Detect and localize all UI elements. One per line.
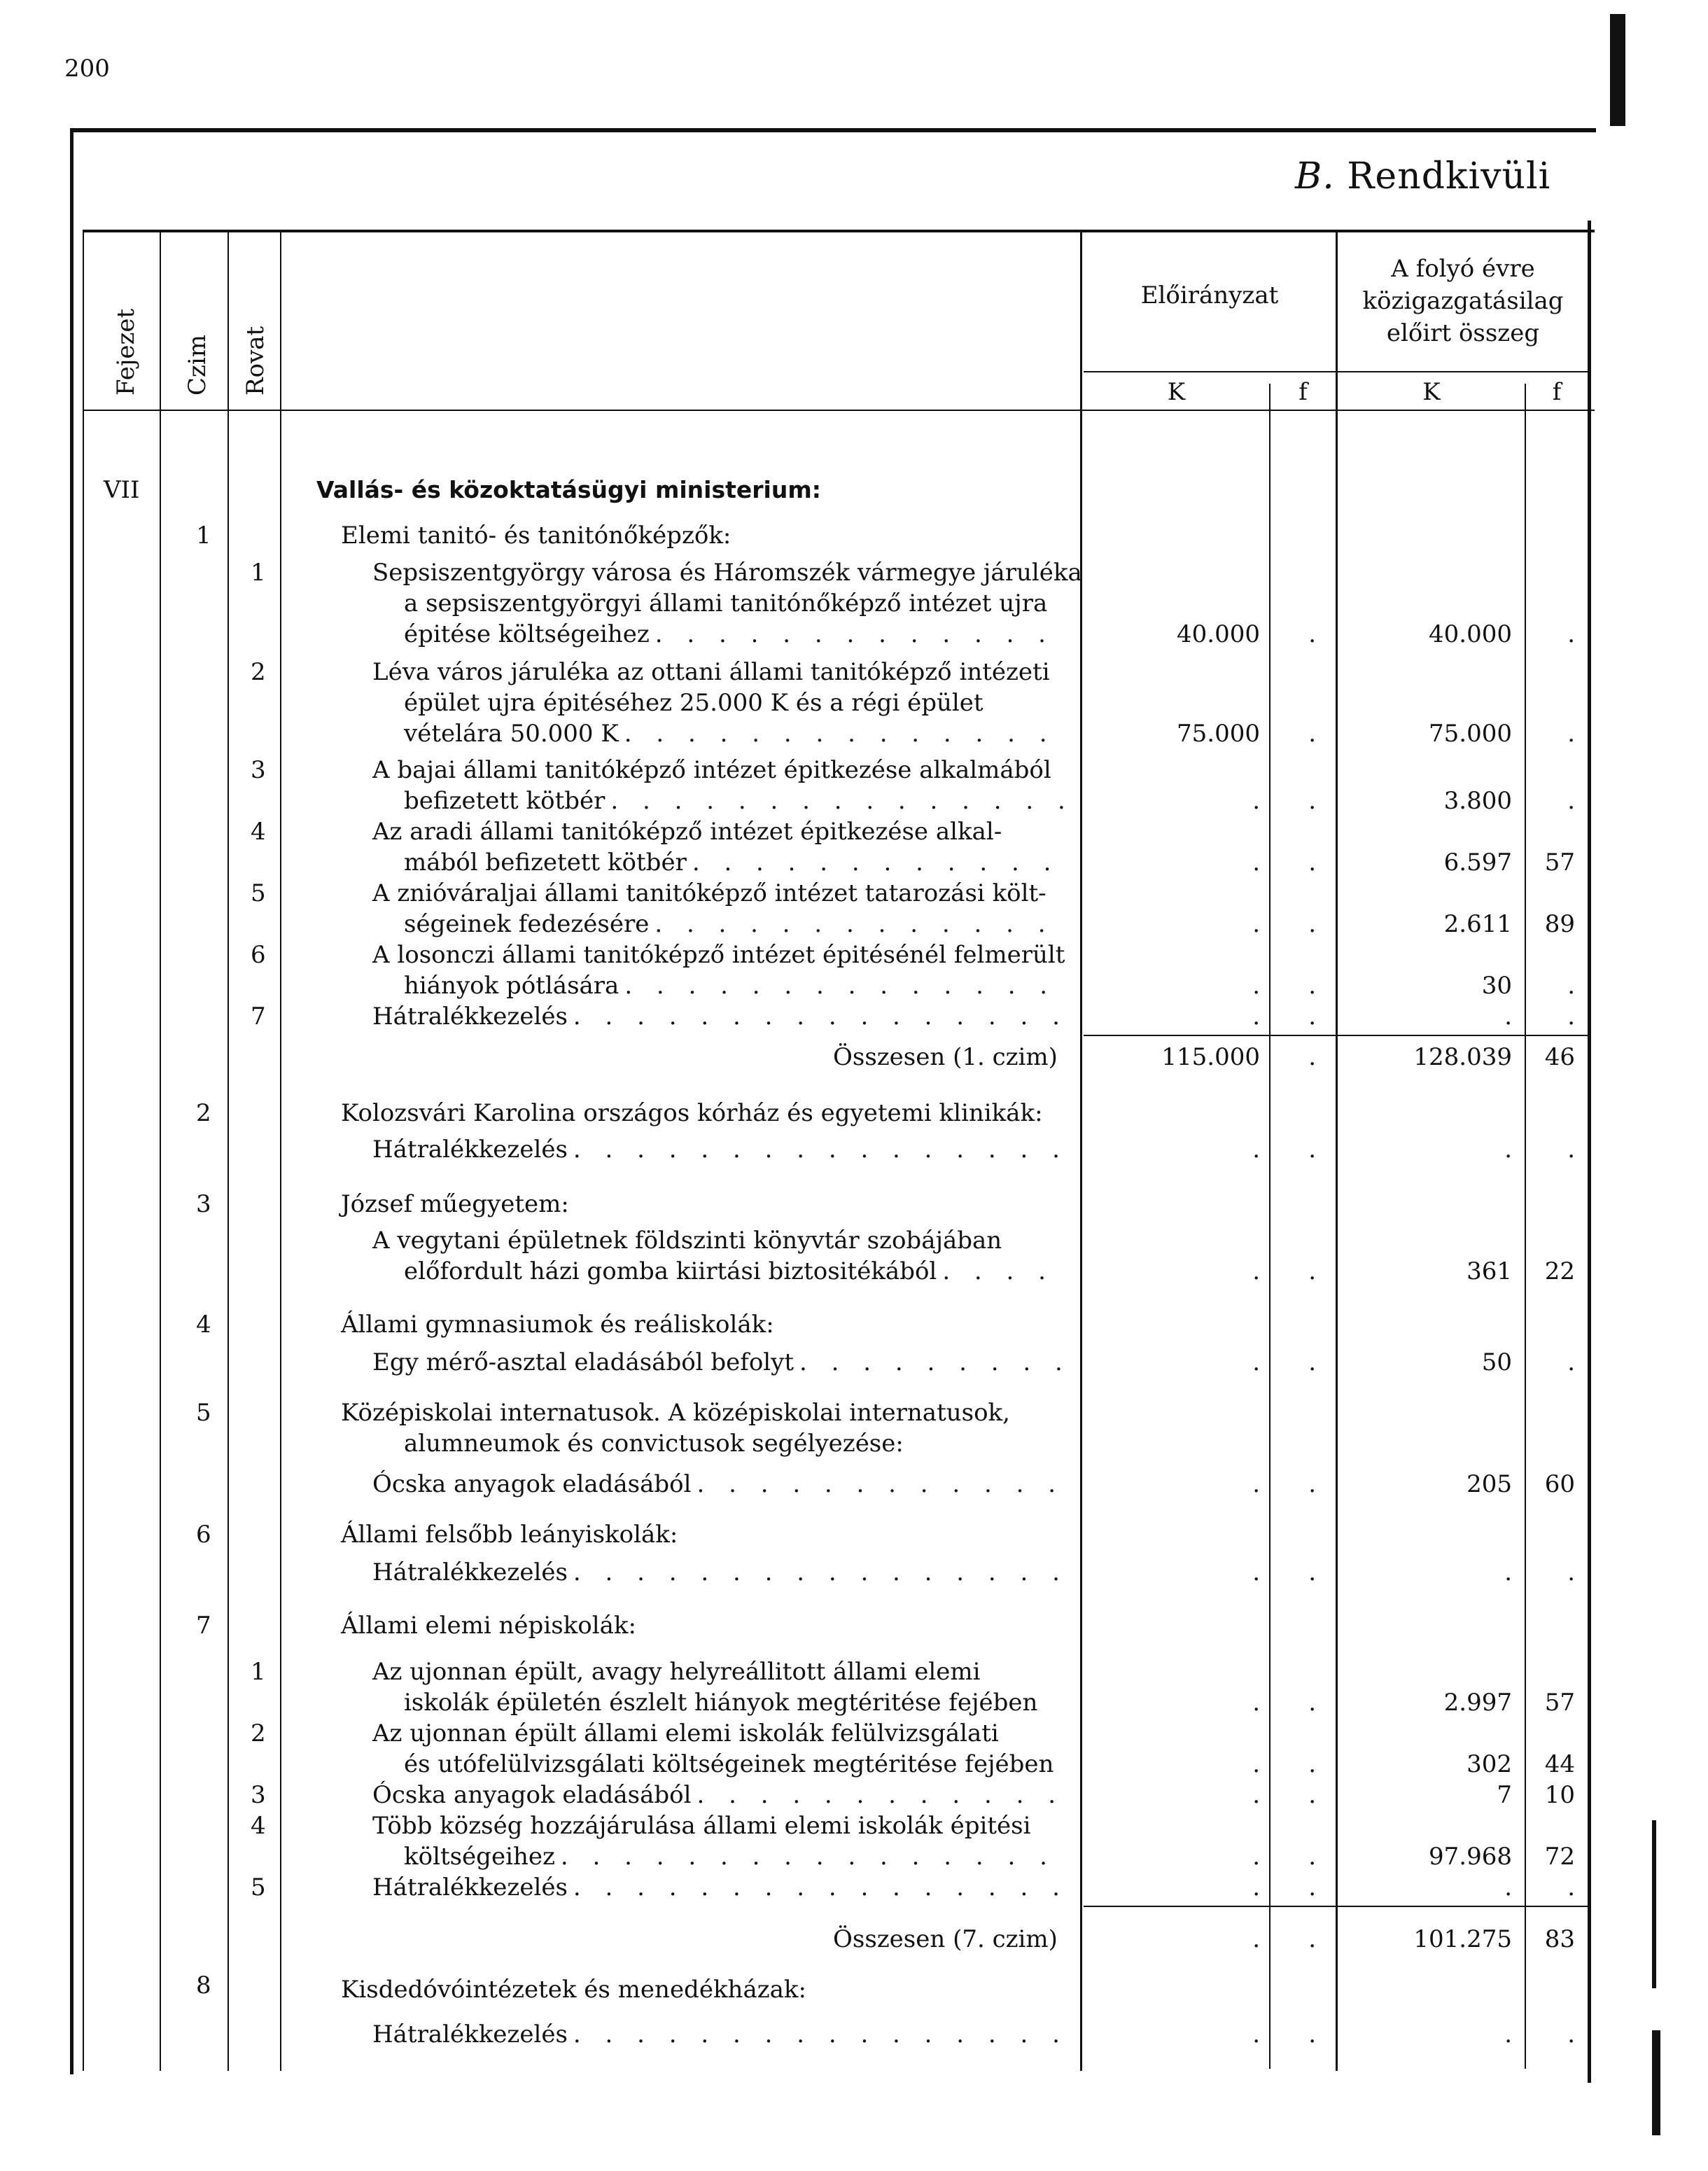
amount-k1: . (1252, 787, 1260, 815)
amount-k2: . (1504, 1136, 1512, 1164)
amount-k1: . (1252, 1750, 1260, 1778)
amount-f1: . (1308, 1843, 1316, 1871)
czim-title: József műegyetem: (341, 1190, 569, 1218)
total-k1: . (1252, 1925, 1260, 1953)
header-k2: K (1422, 378, 1441, 406)
col-sep-k2-f2 (1525, 410, 1526, 2069)
czim-number: 4 (196, 1311, 211, 1339)
header-folyo-line2: közigazgatásilag (1362, 286, 1564, 315)
amount-k2: 30 (1481, 972, 1512, 1000)
amount-f2: . (1567, 1003, 1575, 1031)
header-folyo-line1: A folyó évre (1391, 255, 1535, 283)
col-sep-text (280, 230, 281, 2071)
rovat-number: 3 (251, 756, 266, 784)
item-line-dotted: Hátralékkezelés . . . (372, 1558, 1065, 1586)
item-line-dotted: épitése költségeihez . . . (404, 620, 1065, 648)
amount-k2: 50 (1481, 1348, 1512, 1376)
amount-f1: . (1308, 1470, 1316, 1498)
rovat-number: 2 (251, 1719, 266, 1747)
amount-f2: 60 (1544, 1470, 1575, 1498)
czim-number: 6 (196, 1521, 211, 1549)
amount-k1: 40.000 (1177, 620, 1260, 648)
total-f1: . (1308, 1043, 1316, 1071)
rovat-number: 1 (251, 1658, 266, 1686)
amount-f2: 89 (1544, 910, 1575, 938)
czim-title: Középiskolai internatusok. A középiskolai internatusok, (341, 1399, 1010, 1427)
right-border (1588, 221, 1591, 2083)
amount-f1: . (1308, 1003, 1316, 1031)
rovat-number: 1 (251, 559, 266, 587)
total-f2: 83 (1544, 1925, 1575, 1953)
amount-k1: . (1252, 1843, 1260, 1871)
czim-title: Állami gymnasiumok és reáliskolák: (341, 1311, 774, 1339)
czim-title: Állami elemi népiskolák: (341, 1612, 636, 1640)
margin-mark (1652, 1820, 1656, 1988)
czim-title: Állami felsőbb leányiskolák: (341, 1521, 678, 1549)
amount-f2: 72 (1544, 1843, 1575, 1871)
section-title (1295, 155, 1550, 197)
col-sep-rovat (227, 230, 229, 2071)
top-rule (70, 128, 1596, 132)
amount-f2: . (1567, 2020, 1575, 2048)
czim-title: Kisdedóvóintézetek és menedékházak: (341, 1976, 806, 2004)
amount-k1: . (1252, 910, 1260, 938)
col-sep-fejezet-left (83, 230, 84, 2071)
margin-mark (1652, 2030, 1660, 2135)
item-line: A losonczi állami tanitóképző intézet épitésénél felmerült (372, 941, 1065, 969)
total-label: Összesen (1. czim) (833, 1043, 1058, 1071)
amount-k2: 302 (1466, 1750, 1512, 1778)
header-fejezet: Fejezet (112, 308, 140, 396)
item-line-dotted: Hátralékkezelés . . . (372, 2020, 1065, 2048)
ministry-title: Vallás- és közoktatásügyi ministerium: (316, 476, 821, 503)
amount-f1: . (1308, 1136, 1316, 1164)
amount-f1: . (1308, 849, 1316, 877)
total-rule (1084, 1906, 1588, 1907)
amount-f1: . (1308, 1257, 1316, 1285)
amount-k2: 6.597 (1443, 849, 1512, 877)
amount-f2: . (1567, 787, 1575, 815)
czim-title: Elemi tanitó- és tanitónőképzők: (341, 522, 732, 550)
item-line: A znióváraljai állami tanitóképző intézet tatarozási költ- (372, 879, 1046, 907)
amount-k2: . (1504, 1558, 1512, 1586)
czim-number: 7 (196, 1612, 211, 1640)
chapter-number: VII (104, 476, 140, 504)
header-eloiranyzat: Előirányzat (1140, 281, 1279, 309)
item-line-dotted: Hátralékkezelés . . . (372, 1136, 1065, 1164)
rovat-number: 6 (251, 941, 266, 969)
col-sep-k1-f1 (1269, 410, 1270, 2069)
czim-number: 2 (196, 1099, 211, 1127)
item-line-dotted: Ócska anyagok eladásából . . . (372, 1781, 1065, 1809)
amount-k1: . (1252, 1558, 1260, 1586)
section-letter: B. (1295, 155, 1335, 197)
header-folyo (1338, 253, 1588, 350)
total-k2: 128.039 (1413, 1043, 1512, 1071)
item-line: és utófelülvizsgálati költségeinek megtéritése fejében (404, 1750, 1054, 1778)
amount-k1: . (1252, 849, 1260, 877)
header-rovat: Rovat (241, 326, 270, 396)
amount-k2: 75.000 (1429, 720, 1512, 748)
amount-f1: . (1308, 1558, 1316, 1586)
total-k2: 101.275 (1413, 1925, 1512, 1953)
amount-f1: . (1308, 1750, 1316, 1778)
kf-header-rule (1084, 371, 1588, 372)
amount-f2: 57 (1544, 849, 1575, 877)
amount-k2: 2.611 (1443, 910, 1512, 938)
item-line: Az ujonnan épült, avagy helyreállitott állami elemi (372, 1658, 981, 1686)
amount-f2: . (1567, 1348, 1575, 1376)
amount-f1: . (1308, 2020, 1316, 2048)
total-label: Összesen (7. czim) (833, 1925, 1058, 1953)
rovat-number: 4 (251, 818, 266, 846)
czim-title: alumneumok és convictusok segélyezése: (404, 1430, 904, 1458)
amount-k2: 40.000 (1429, 620, 1512, 648)
rovat-number: 5 (251, 1873, 266, 1901)
item-line-dotted: mából befizetett kötbér . . . (404, 849, 1065, 877)
item-line-dotted: előfordult házi gomba kiirtási biztositékából . . . (404, 1257, 1065, 1285)
amount-k1: . (1252, 1470, 1260, 1498)
amount-f1: . (1308, 972, 1316, 1000)
amount-k1: . (1252, 1873, 1260, 1901)
amount-f2: . (1567, 720, 1575, 748)
amount-k2: . (1504, 1003, 1512, 1031)
amount-k2: . (1504, 2020, 1512, 2048)
amount-f2: 10 (1544, 1781, 1575, 1809)
header-f2: f (1552, 378, 1562, 406)
total-k1: 115.000 (1161, 1043, 1260, 1071)
item-line: iskolák épületén észlelt hiányok megtéritése fejében (404, 1689, 1038, 1717)
amount-f1: . (1308, 1781, 1316, 1809)
rovat-number: 4 (251, 1812, 266, 1840)
amount-k1: 75.000 (1177, 720, 1260, 748)
amount-f1: . (1308, 720, 1316, 748)
item-line: Az ujonnan épült állami elemi iskolák felülvizsgálati (372, 1719, 999, 1747)
amount-k1: . (1252, 972, 1260, 1000)
item-line-dotted: vételára 50.000 K . . . (404, 720, 1065, 748)
amount-f2: . (1567, 1558, 1575, 1586)
czim-number: 5 (196, 1399, 211, 1427)
header-folyo-line3: előirt összeg (1386, 319, 1540, 347)
margin-mark (1610, 14, 1625, 126)
item-line-dotted: költségeihez . . . (404, 1843, 1065, 1871)
item-line: Az aradi állami tanitóképző intézet épitkezése alkal- (372, 818, 1002, 846)
col-sep-middle (1336, 230, 1338, 2071)
amount-f1: . (1308, 1348, 1316, 1376)
item-line-dotted: Hátralékkezelés . . . (372, 1003, 1065, 1031)
amount-k1: . (1252, 2020, 1260, 2048)
amount-k1: . (1252, 1136, 1260, 1164)
amount-k1: . (1252, 1689, 1260, 1717)
amount-f1: . (1308, 787, 1316, 815)
header-f1: f (1298, 378, 1308, 406)
amount-f1: . (1308, 1689, 1316, 1717)
col-sep-czim (160, 230, 161, 2071)
amount-k2: 7 (1497, 1781, 1512, 1809)
item-line: A bajai állami tanitóképző intézet épitkezése alkalmából (372, 756, 1051, 784)
amount-k2: 361 (1466, 1257, 1512, 1285)
item-line: Sepsiszentgyörgy városa és Háromszék vármegye járuléka (372, 559, 1082, 587)
czim-number: 1 (196, 522, 211, 550)
rovat-number: 2 (251, 658, 266, 686)
item-line: A vegytani épületnek földszinti könyvtár szobájában (372, 1227, 1002, 1255)
czim-title: Kolozsvári Karolina országos kórház és egyetemi klinikák: (341, 1099, 1043, 1127)
amount-f2: 44 (1544, 1750, 1575, 1778)
header-k1: K (1167, 378, 1186, 406)
item-line-dotted: Egy mérő-asztal eladásából befolyt . . . (372, 1348, 1065, 1376)
rovat-number: 3 (251, 1781, 266, 1809)
total-rule (1084, 1035, 1588, 1036)
czim-number: 3 (196, 1190, 211, 1218)
left-border (70, 128, 74, 2074)
amount-f1: . (1308, 1873, 1316, 1901)
item-line: Több község hozzájárulása állami elemi iskolák épitési (372, 1812, 1031, 1840)
amount-f2: . (1567, 620, 1575, 648)
item-line: Léva város járuléka az ottani állami tanitóképző intézeti (372, 658, 1050, 686)
amount-k2: 205 (1466, 1470, 1512, 1498)
amount-k1: . (1252, 1348, 1260, 1376)
amount-k1: . (1252, 1781, 1260, 1809)
item-line: épület ujra épitéséhez 25.000 K és a régi épület (404, 689, 983, 717)
header-top-rule (83, 230, 1595, 232)
section-title-text: Rendkivüli (1347, 155, 1551, 197)
czim-number: 8 (196, 1971, 211, 1999)
amount-f2: 57 (1544, 1689, 1575, 1717)
amount-k1: . (1252, 1257, 1260, 1285)
item-line-dotted: Ócska anyagok eladásából . . . (372, 1470, 1065, 1498)
amount-f2: . (1567, 1873, 1575, 1901)
total-f2: 46 (1544, 1043, 1575, 1071)
rovat-number: 5 (251, 879, 266, 907)
col-sep-amounts (1080, 230, 1082, 2071)
amount-k2: 97.968 (1429, 1843, 1512, 1871)
rovat-number: 7 (251, 1003, 266, 1031)
page-number: 200 (64, 55, 110, 83)
item-line-dotted: befizetett kötbér . . . (404, 787, 1065, 815)
item-line-dotted: Hátralékkezelés . . . (372, 1873, 1065, 1901)
amount-f1: . (1308, 910, 1316, 938)
amount-f2: . (1567, 972, 1575, 1000)
header-bottom-rule (83, 410, 1595, 411)
amount-f2: 22 (1544, 1257, 1575, 1285)
item-line-dotted: hiányok pótlására . . . (404, 972, 1065, 1000)
amount-k2: 3.800 (1443, 787, 1512, 815)
item-line: a sepsiszentgyörgyi állami tanitónőképző intézet ujra (404, 589, 1048, 617)
total-f1: . (1308, 1925, 1316, 1953)
amount-k1: . (1252, 1003, 1260, 1031)
amount-f2: . (1567, 1136, 1575, 1164)
amount-f1: . (1308, 620, 1316, 648)
amount-k2: . (1504, 1873, 1512, 1901)
header-czim: Czim (183, 334, 211, 396)
amount-k2: 2.997 (1443, 1689, 1512, 1717)
item-line-dotted: ségeinek fedezésére . . . (404, 910, 1065, 938)
